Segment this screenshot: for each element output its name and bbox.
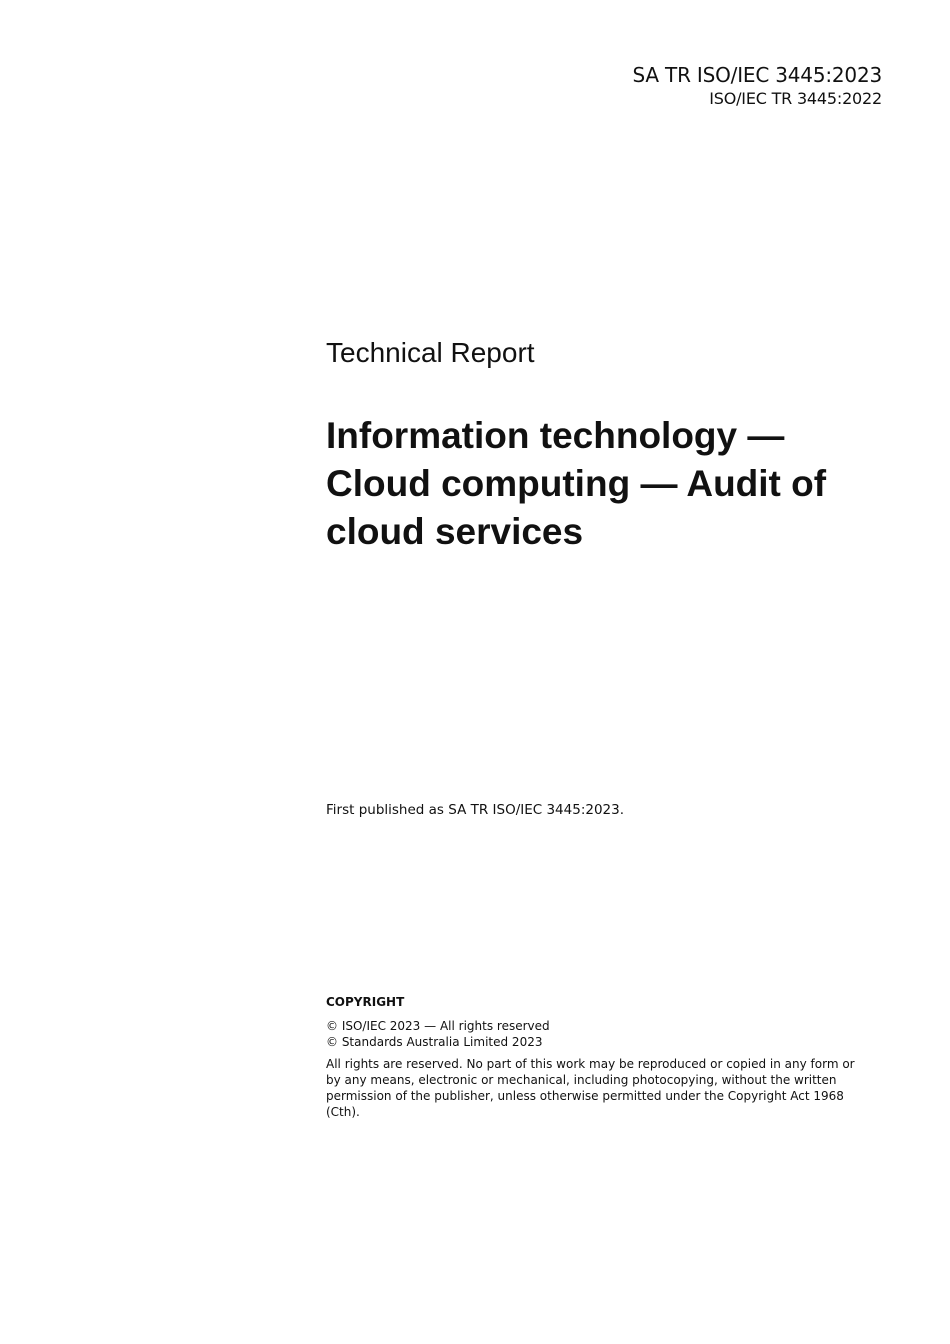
document-type: Technical Report — [326, 337, 535, 368]
first-published-note: First published as SA TR ISO/IEC 3445:2023. — [326, 802, 625, 818]
copyright-line: © Standards Australia Limited 2023 — [326, 1035, 543, 1049]
copyright-notice: All rights are reserved. No part of this work may be reproduced or copied in any form or by any means, electronic or mechanical, including photocopying, without the written permission of the publisher, unless otherwise permitted under the Copyright Act 1968 (Cth). — [326, 1057, 855, 1119]
copyright-heading: COPYRIGHT — [326, 995, 405, 1009]
title-line: cloud services — [326, 511, 584, 552]
title-line: Information technology — — [326, 415, 785, 456]
international-standard-number: ISO/IEC TR 3445:2022 — [709, 89, 882, 108]
standard-number: SA TR ISO/IEC 3445:2023 — [632, 63, 882, 87]
document-title — [326, 412, 866, 556]
document-identifier-block — [633, 62, 882, 110]
copyright-line: © ISO/IEC 2023 — All rights reserved — [326, 1019, 550, 1033]
title-line: Cloud computing — Audit of — [326, 463, 827, 504]
copyright-section — [326, 994, 856, 1120]
